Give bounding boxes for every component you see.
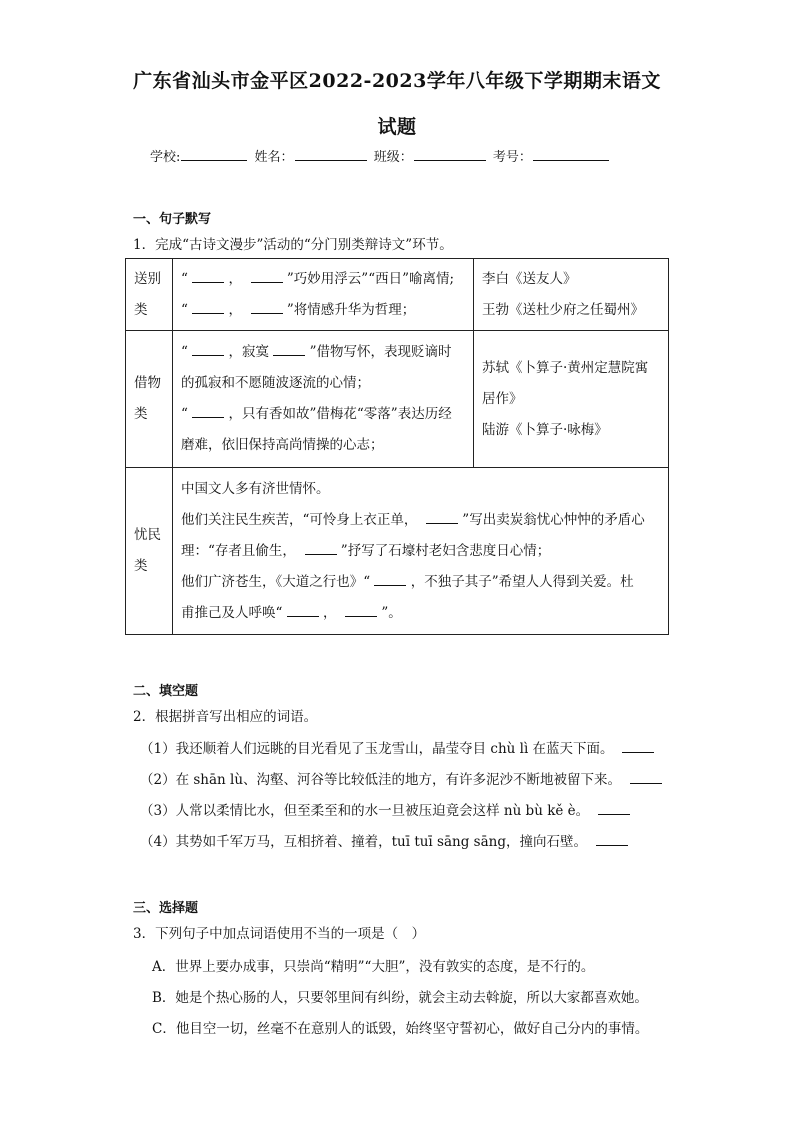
list-item: （2）在 shān lù、沟壑、河谷等比较低洼的地方，有许多泥沙不断地被留下来。 — [140, 768, 662, 788]
list-item: （1）我还顺着人们远眺的目光看见了玉龙雪山，晶莹夺目 chù lì 在蓝天下面。 — [140, 737, 654, 757]
exam-number-blank[interactable] — [533, 147, 609, 161]
list-item: （3）人常以柔情比水，但至柔至和的水一旦被压迫竟会这样 nù bù kě è。 — [140, 799, 630, 819]
question-1-stem: 1．完成“古诗文漫步”活动的“分门别类辩诗文”环节。 — [133, 237, 453, 253]
fill-blank[interactable] — [305, 542, 337, 555]
fill-blank[interactable] — [192, 270, 224, 283]
table-row — [126, 331, 669, 468]
exam-title-line1: 广东省汕头市金平区2022-2023学年八年级下学期期末语文 — [133, 70, 661, 92]
fill-blank[interactable] — [251, 301, 283, 314]
fill-blank[interactable] — [273, 343, 305, 356]
section-heading-3: 三、选择题 — [133, 901, 199, 916]
exam-title-line2: 试题 — [377, 116, 417, 138]
section-heading-2: 二、填空题 — [133, 684, 199, 699]
fill-blank[interactable] — [596, 833, 628, 846]
table-row — [126, 259, 669, 331]
list-item: （4）其势如千军万马，互相挤着、撞着，tuī tuī sāng sāng，撞向石壁。 — [140, 830, 628, 850]
fill-blank[interactable] — [630, 771, 662, 784]
option-a[interactable]: A．世界上要办成事，只崇尚“精明”“大胆”，没有敦实的态度，是不行的。 — [152, 959, 595, 975]
student-info-line — [150, 146, 670, 165]
author-cell: 苏轼《卜算子·黄州定慧院寓 居作》 陆游《卜算子·咏梅》 — [474, 331, 669, 468]
question-3-stem: 3．下列句子中加点词语使用不当的一项是（ ） — [133, 926, 426, 942]
fill-blank[interactable] — [251, 270, 283, 283]
table-row — [126, 468, 669, 635]
content-cell: 中国文人多有济世情怀。 他们关注民生疾苦，“可怜身上衣正单， ”写出卖炭翁忧心忡忡的矛盾心 理：“存者且偷生， ”抒写了石壕村老妇含悲度日心情； 他们广济苍生，《大道之行也》“ ，不独子其子”希望人人得到关爱。杜 甫推己及人呼唤“ ， ”。 — [173, 468, 669, 635]
question-2-stem: 2．根据拼音写出相应的词语。 — [133, 709, 318, 725]
name-blank[interactable] — [295, 147, 367, 161]
poetry-table — [125, 258, 669, 635]
name-label: 姓名： — [254, 150, 294, 165]
class-label: 班级： — [373, 150, 413, 165]
fill-blank[interactable] — [192, 301, 224, 314]
fill-blank[interactable] — [598, 802, 630, 815]
school-label: 学校: — [150, 150, 181, 165]
class-blank[interactable] — [414, 147, 486, 161]
fill-blank[interactable] — [426, 511, 458, 524]
option-c[interactable]: C．他目空一切，丝毫不在意别人的诋毁，始终坚守誓初心，做好自己分内的事情。 — [152, 1021, 649, 1037]
section-heading-1: 一、句子默写 — [133, 212, 212, 227]
fill-blank[interactable] — [374, 573, 406, 586]
fill-blank[interactable] — [192, 405, 224, 418]
exam-number-label: 考号： — [492, 150, 532, 165]
category-cell: 送别 类 — [126, 259, 173, 331]
fill-blank[interactable] — [345, 604, 377, 617]
school-blank[interactable] — [181, 147, 247, 161]
fill-blank[interactable] — [622, 740, 654, 753]
category-cell: 借物 类 — [126, 331, 173, 468]
category-cell: 忧民 类 — [126, 468, 173, 635]
fill-blank[interactable] — [192, 343, 224, 356]
content-cell: “ ， ”巧妙用浮云”“西日”喻离情; “ ， ”将情感升华为哲理； — [173, 259, 474, 331]
content-cell: “ ，寂寞 ”借物写怀，表现贬谪时 的孤寂和不愿随波逐流的心情； “ ，只有香如故”借梅花“零落”表达历经 磨难，依旧保持高尚情操的心志； — [173, 331, 474, 468]
option-b[interactable]: B．她是个热心肠的人，只要邻里间有纠纷，就会主动去斡旋，所以大家都喜欢她。 — [152, 990, 648, 1006]
author-cell: 李白《送友人》 王勃《送杜少府之任蜀州》 — [474, 259, 669, 331]
fill-blank[interactable] — [287, 604, 319, 617]
